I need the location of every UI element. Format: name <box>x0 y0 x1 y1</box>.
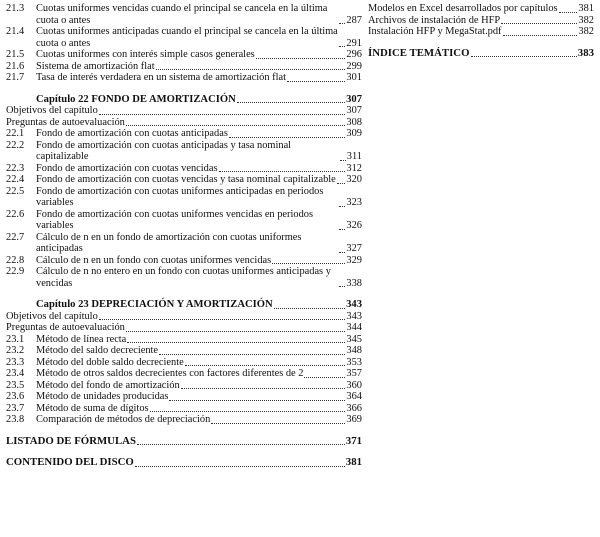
toc-page-number: 320 <box>346 174 362 185</box>
toc-entry-title: Método del fondo de amortización <box>36 379 180 391</box>
toc-page-number: 382 <box>578 14 594 26</box>
toc-dot-leader <box>126 125 346 126</box>
toc-entry[interactable] <box>368 3 594 15</box>
toc-dot-leader <box>471 56 577 57</box>
toc-dot-leader <box>211 423 345 424</box>
toc-chapter-heading[interactable] <box>6 299 362 311</box>
toc-entry[interactable] <box>6 322 362 334</box>
toc-dot-leader <box>135 466 345 467</box>
toc-entry-title: LISTADO DE FÓRMULAS <box>6 434 136 447</box>
toc-dot-leader <box>501 23 577 24</box>
toc-entry[interactable] <box>6 61 362 73</box>
toc-entry-title: Modelos en Excel desarrollados por capítulos <box>368 3 558 14</box>
toc-entry-title: Fondo de amortización con cuotas uniformes vencidas en periodos variables <box>36 208 314 231</box>
toc-entry[interactable] <box>6 311 362 323</box>
toc-entry-title: Archivos de instalación de HFP <box>368 14 501 26</box>
toc-dot-leader <box>229 137 346 138</box>
toc-page-number: 360 <box>346 379 362 391</box>
toc-dot-leader <box>339 23 345 24</box>
toc-entry-number: 21.6 <box>6 60 25 72</box>
toc-page-number: 345 <box>346 333 362 345</box>
toc-page-number: 327 <box>346 243 362 254</box>
toc-page-number: 301 <box>346 72 362 83</box>
toc-page-number: 344 <box>346 322 362 333</box>
toc-page-number: 383 <box>577 46 594 59</box>
toc-entry[interactable] <box>6 414 362 426</box>
toc-entry-number: 22.8 <box>6 254 25 266</box>
toc-entry-title: Preguntas de autoevaluación <box>6 116 125 128</box>
toc-page-number: 312 <box>346 162 362 174</box>
toc-dot-leader <box>126 331 346 332</box>
toc-chapter-heading[interactable] <box>6 94 362 106</box>
toc-page-number: 381 <box>578 3 594 14</box>
toc-entry[interactable] <box>6 72 362 84</box>
toc-entry-number: 23.3 <box>6 356 25 368</box>
toc-dot-leader <box>274 308 345 309</box>
toc-dot-leader <box>340 160 346 161</box>
toc-entry-title: Cuotas uniformes anticipadas cuando el principal se cancela en la última cuota o antes <box>36 26 338 49</box>
toc-dot-leader <box>169 400 345 401</box>
toc-entry-number: 22.7 <box>6 231 25 243</box>
toc-entry-number: 23.7 <box>6 402 25 414</box>
toc-page-number: 308 <box>346 116 362 128</box>
toc-left-column <box>6 0 362 469</box>
toc-page-number: 326 <box>346 220 362 231</box>
toc-section-heading[interactable] <box>6 457 362 469</box>
toc-entry[interactable] <box>6 345 362 357</box>
toc-dot-leader <box>339 206 345 207</box>
toc-page-number: 323 <box>346 197 362 208</box>
toc-entry-title: Cálculo de n en un fondo de amortización con cuotas uniformes anticipadas <box>36 231 302 254</box>
toc-dot-leader <box>237 102 345 103</box>
toc-spacer <box>6 426 362 436</box>
toc-page-number: 343 <box>346 310 362 322</box>
toc-dot-leader <box>127 342 345 343</box>
toc-entry-number: 22.9 <box>6 266 25 277</box>
toc-entry-number: 23.4 <box>6 368 25 379</box>
toc-entry-number: 22.1 <box>6 128 25 139</box>
toc-entry-title: Método de otros saldos decrecientes con factores diferentes de 2 <box>36 368 304 379</box>
toc-page-number: 338 <box>346 277 362 289</box>
toc-page-number: 307 <box>346 105 362 116</box>
toc-entry[interactable] <box>368 15 594 27</box>
toc-entry[interactable] <box>6 266 362 289</box>
toc-dot-leader <box>219 171 346 172</box>
toc-dot-leader <box>256 58 346 59</box>
toc-entry[interactable] <box>6 163 362 175</box>
toc-entry-title: Comparación de métodos de depreciación <box>36 414 211 425</box>
toc-page-number: 371 <box>345 434 362 447</box>
toc-entry[interactable] <box>368 26 594 38</box>
toc-entry-title: Cálculo de n no entero en un fondo con cuotas uniformes anticipadas y vencidas <box>36 266 331 289</box>
toc-entry-number: 22.5 <box>6 185 25 197</box>
toc-entry-title: Instalación HFP y MegaStat.pdf <box>368 26 502 37</box>
toc-entry[interactable] <box>6 186 362 209</box>
toc-page-number: 296 <box>346 49 362 60</box>
toc-spacer <box>6 84 362 94</box>
toc-entry[interactable] <box>6 209 362 232</box>
toc-entry-number: 23.1 <box>6 333 25 345</box>
toc-entry[interactable] <box>6 391 362 403</box>
toc-entry-title: Cuotas uniformes con interés simple casos generales <box>36 49 255 60</box>
toc-entry-title: CONTENIDO DEL DISCO <box>6 456 134 468</box>
toc-entry-number: 21.4 <box>6 26 25 37</box>
toc-page-number: 382 <box>578 26 594 37</box>
toc-dot-leader <box>156 69 346 70</box>
toc-page-number: 307 <box>346 93 362 105</box>
toc-entry-title: Cálculo de n en un fondo con cuotas uniformes vencidas <box>36 254 272 266</box>
toc-entry-title: Objetivos del capítulo <box>6 105 98 116</box>
toc-entry-title: Cuotas uniformes vencidas cuando el principal se cancela en la última cuota o antes <box>36 3 328 26</box>
toc-entry[interactable] <box>6 140 362 163</box>
toc-page-number: 287 <box>346 14 362 26</box>
toc-entry-number: 23.2 <box>6 345 25 356</box>
toc-page-number: 329 <box>346 254 362 266</box>
toc-entry-title: Fondo de amortización con cuotas vencidas <box>36 162 218 174</box>
toc-page-number: 381 <box>345 456 362 468</box>
toc-entry[interactable] <box>6 380 362 392</box>
toc-entry-number: 22.2 <box>6 139 25 151</box>
toc-entry[interactable] <box>6 49 362 61</box>
toc-page-number: 348 <box>346 345 362 356</box>
toc-entry-number: 22.6 <box>6 208 25 220</box>
toc-dot-leader <box>272 263 345 264</box>
toc-entry-number: 23.8 <box>6 414 25 425</box>
toc-entry-title: Método de unidades producidas <box>36 391 169 402</box>
toc-entry[interactable] <box>6 232 362 255</box>
toc-entry-title: Método del doble saldo decreciente <box>36 356 184 368</box>
toc-entry[interactable] <box>6 128 362 140</box>
toc-entry-title: Objetivos del capítulo <box>6 310 98 322</box>
toc-entry[interactable] <box>6 26 362 49</box>
toc-entry-title: ÍNDICE TEMÁTICO <box>368 46 470 59</box>
toc-entry-number: 23.5 <box>6 379 25 391</box>
toc-dot-leader <box>339 252 345 253</box>
toc-dot-leader <box>339 286 345 287</box>
toc-entry[interactable] <box>6 334 362 346</box>
toc-page-number: 299 <box>346 60 362 72</box>
toc-dot-leader <box>304 377 345 378</box>
toc-entry-title: Fondo de amortización con cuotas uniformes anticipadas en periodos variables <box>36 185 324 208</box>
toc-section-heading[interactable] <box>368 48 594 60</box>
toc-dot-leader <box>339 46 345 47</box>
toc-page-number: 309 <box>346 128 362 139</box>
toc-page-number: 343 <box>346 299 362 310</box>
toc-entry-number: 21.3 <box>6 3 25 14</box>
toc-page-number: 369 <box>346 414 362 425</box>
toc-dot-leader <box>337 183 346 184</box>
toc-entry-title: Fondo de amortización con cuotas anticipadas y tasa nominal capitalizable <box>36 139 292 162</box>
toc-right-column <box>368 0 594 59</box>
toc-dot-leader <box>559 12 578 13</box>
toc-entry-title: Tasa de interés verdadera en un sistema de amortización flat <box>36 72 286 83</box>
toc-section-heading[interactable] <box>6 436 362 448</box>
toc-entry[interactable] <box>6 357 362 369</box>
toc-dot-leader <box>159 354 345 355</box>
toc-entry[interactable] <box>6 368 362 380</box>
toc-entry-title: Método del saldo decreciente <box>36 345 159 356</box>
toc-entry-number: 23.6 <box>6 391 25 402</box>
toc-entry-title: Sistema de amortización flat <box>36 60 155 72</box>
toc-page-number: 357 <box>346 368 362 379</box>
toc-entry[interactable] <box>6 174 362 186</box>
toc-entry[interactable] <box>6 403 362 415</box>
toc-entry-number: 21.5 <box>6 49 25 60</box>
toc-dot-leader <box>137 444 345 445</box>
toc-dot-leader <box>339 229 345 230</box>
toc-dot-leader <box>99 114 346 115</box>
toc-page-number: 291 <box>346 37 362 49</box>
toc-entry-title: Fondo de amortización con cuotas anticipadas <box>36 128 228 139</box>
toc-entry[interactable] <box>6 255 362 267</box>
toc-dot-leader <box>181 388 346 389</box>
toc-dot-leader <box>150 411 346 412</box>
toc-entry-title: Método de suma de dígitos <box>36 402 149 414</box>
toc-page-number: 366 <box>346 402 362 414</box>
toc-dot-leader <box>185 365 346 366</box>
toc-dot-leader <box>287 81 345 82</box>
toc-entry-title: Capítulo 23 DEPRECIACIÓN Y AMORTIZACIÓN <box>36 299 273 310</box>
toc-spacer <box>368 38 594 48</box>
toc-spacer <box>6 289 362 299</box>
toc-page-number: 311 <box>346 151 362 162</box>
toc-page-number: 353 <box>346 356 362 368</box>
toc-entry-number: 22.4 <box>6 174 25 185</box>
toc-entry-title: Método de línea recta <box>36 333 127 345</box>
toc-entry[interactable] <box>6 3 362 26</box>
toc-entry-title: Fondo de amortización con cuotas vencidas y tasa nominal capitalizable <box>36 174 336 185</box>
toc-entry-number: 22.3 <box>6 162 25 174</box>
toc-entry-title: Capítulo 22 FONDO DE AMORTIZACIÓN <box>36 93 236 105</box>
toc-entry[interactable] <box>6 105 362 117</box>
toc-dot-leader <box>503 35 578 36</box>
toc-dot-leader <box>99 319 346 320</box>
toc-entry-number: 21.7 <box>6 72 25 83</box>
toc-entry[interactable] <box>6 117 362 129</box>
toc-page-number: 364 <box>346 391 362 402</box>
toc-entry-title: Preguntas de autoevaluación <box>6 322 125 333</box>
